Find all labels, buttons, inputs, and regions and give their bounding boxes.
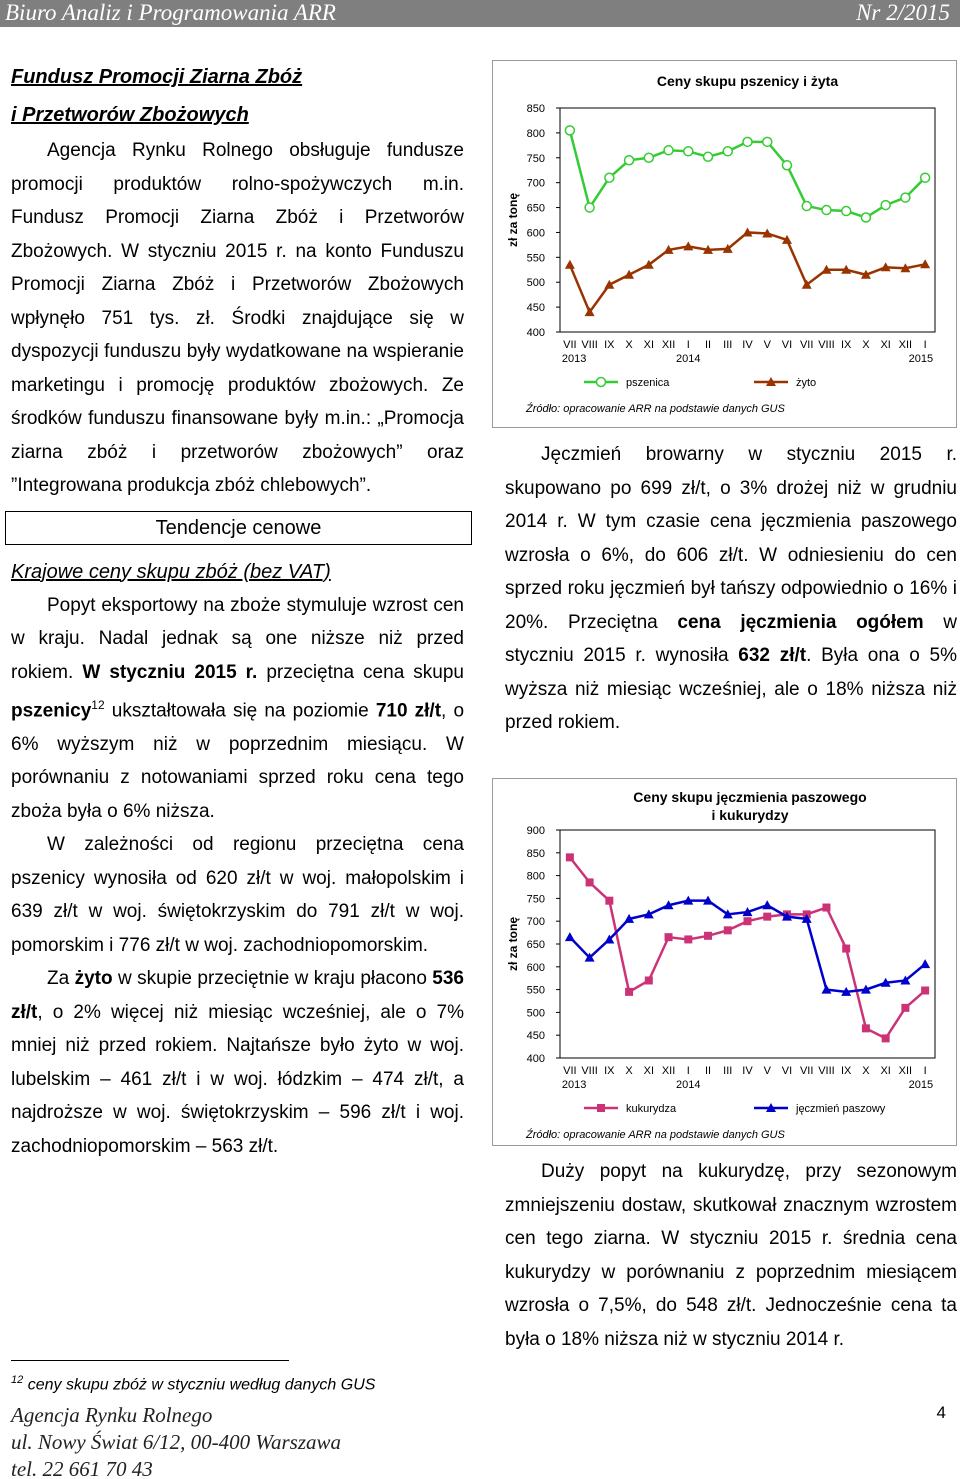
x-tick-label: VIII [818,339,835,351]
x-tick-label: IX [604,339,615,351]
barley-text-block [505,438,957,740]
header-issue-number: Nr 2/2015 [856,0,950,25]
y-tick-label: 550 [526,984,545,997]
y-tick-label: 850 [526,103,545,115]
footer-agency: Agencja Rynku Rolnego [11,1403,213,1427]
x-tick-label: X [862,1065,870,1077]
x-tick-label: VII [563,1065,577,1077]
x-tick-label: IX [840,1065,852,1077]
data-point [625,156,634,165]
x-tick-label: IV [742,1065,753,1077]
data-point [665,933,673,941]
data-point [724,926,732,934]
y-tick-label: 400 [526,327,545,339]
x-tick-label: VIII [818,1065,835,1077]
legend-marker [597,1104,605,1112]
x-tick-label: X [625,339,633,351]
data-point [782,161,791,170]
section-title-box: Tendencje cenowe [5,511,472,545]
x-tick-label: II [704,1065,712,1077]
y-tick-label: 700 [526,916,545,929]
data-point [586,878,594,886]
x-tick-label: V [763,339,771,351]
x-tick-label: XI [880,1065,891,1077]
plot-area [560,830,935,1058]
x-tick-label: I [686,1065,690,1077]
footnote: $^{12}$ ceny skupu zbóż w styczniu według danych GUS [11,1374,376,1394]
data-point [704,932,712,940]
chart-title-line1: Ceny skupu jęczmienia paszowego [633,789,867,805]
legend-label: żyto [796,377,817,389]
x-tick-label: VI [781,1065,793,1077]
data-point [901,1004,909,1012]
x-tick-label: IX [840,339,852,351]
footnote-separator [11,1360,289,1361]
y-tick-label: 750 [526,893,545,906]
y-tick-label: 500 [526,1007,545,1020]
data-point [882,1034,890,1042]
y-tick-label: 650 [526,202,545,215]
x-tick-label: III [723,339,733,351]
y-axis-label: zł za tonę [506,192,520,248]
y-tick-label: 400 [526,1053,545,1065]
wheat-paragraph: Popyt eksportowy na zboże stymuluje wzrost cen w kraju. Nadal jednak są one niższe niż przed rokiem. W styczniu 2015 r. przeciętna cena skupu pszenicy$^{12}$ ukształtowała się na poziomie 710 zł/t, o 6% wyższym niż w poprzednim miesiącu. W porównaniu z notowaniami sprzed roku cena tego zboża była o 6% niższa. [11,594,465,822]
x-tick-label: I [686,339,690,351]
data-point [565,126,574,135]
x-tick-label: X [625,1065,633,1077]
x-tick-label: XI [643,1065,655,1077]
page-number: 4 [936,1403,946,1422]
y-tick-label: 800 [526,870,545,883]
chart-title-line2: i kukurydzy [711,807,789,823]
x-tick-label: I [923,1065,927,1077]
data-point [802,202,811,211]
x-tick-label: VIII [581,339,598,351]
x-tick-label: XII [898,1065,913,1077]
wheat-regions-paragraph: W zależności od regionu przeciętna cena pszenicy wynosiła od 620 zł/t w woj. małopolskim i 639 zł/t w woj. świętokrzyskim do 791 zł/t w woj. pomorskim i 776 zł/t w woj. zachodniopomorskim. [11,834,464,956]
x-tick-label: III [723,1065,733,1077]
rye-paragraph: Za żyto w skupie przeciętnie w kraju płacono 536 zł/t, o 2% więcej niż miesiąc wcześniej, ale o 7% mniej niż przed rokiem. Najtańsze było żyto w woj. lubelskim – 461 zł/t i w woj. łódzkim – 474 zł/t, a najdroższe w woj. świętokrzyskim – 596 zł/t i woj. zachodniopomorskim – 563 zł/t. [11,968,464,1157]
barley-paragraph: Jęczmień browarny w styczniu 2015 r. skupowano po 699 zł/t, o 3% drożej niż w grudniu 2014 r. W tym czasie cena jęczmienia paszowego wzrosła o 6%, do 606 zł/t. W odniesieniu do cen sprzed roku jęczmień był tańszy odpowiednio o 16% i 20%. Przeciętna cena jęczmienia ogółem w styczniu 2015 r. wynosiła 632 zł/t. Była ona o 5% wyższa niż miesiąc wcześniej, ale o 18% niższa niż przed rokiem. [505,444,958,733]
data-point [704,152,713,161]
data-point [743,137,752,146]
fund-paragraph: Agencja Rynku Rolnego obsługuje fundusze promocji produktów rolno-spożywczych m.in. Fundusz Promocji Ziarna Zbóż i Przetworów Zbożowych. W styczniu 2015 r. na konto Funduszu Promocji Ziarna Zbóż i Przetworów Zbożowych wpłynęło 751 tys. zł. Środki znajdujące się w dyspozycji funduszu były wydatkowane na wspieranie marketingu i promocję produktów zbożowych. Ze środków funduszu finansowane były m.in.: „Promocja ziarna zbóż i przetworów zbożowych” oraz ”Integrowana produkcja zbóż chlebowych”. [11,140,464,496]
chart-source: Źródło: opracowanie ARR na podstawie danych GUS [526,1129,785,1141]
data-point [921,987,929,995]
corn-paragraph: Duży popyt na kukurydzę, przy sezonowym zmniejszeniu dostaw, skutkował znacznym wzrostem cen tego ziarna. W styczniu 2015 r. średnia cena kukurydzy w porównaniu z poprzednim miesiącem wzrosła o 7,5%, do 548 zł/t. Jednocześnie cena ta była o 18% niższa niż w styczniu 2014 r. [505,1161,957,1350]
data-point [921,173,930,182]
prices-subheading: Krajowe ceny skupu zbóż (bez VAT) [11,560,331,583]
y-tick-label: 850 [526,847,545,860]
x-tick-label: XII [661,1065,676,1077]
x-tick-label: VIII [581,1065,598,1077]
y-tick-label: 500 [526,277,545,290]
data-point [842,945,850,953]
data-point [862,1024,870,1032]
data-point [901,193,910,202]
data-point [605,173,614,182]
x-tick-label: XI [880,339,891,351]
y-tick-label: 750 [526,152,545,165]
corn-text-block [505,1155,957,1356]
x-tick-label: XII [898,339,913,351]
legend-label: pszenica [626,377,670,389]
legend-label: jęczmień paszowy [796,1103,886,1115]
legend-label: kukurydza [626,1103,677,1115]
x-tick-label: X [862,339,870,351]
y-tick-label: 700 [526,177,545,190]
y-tick-label: 450 [526,302,545,315]
data-point [664,146,673,155]
data-point [822,206,831,215]
x-tick-label: VII [799,339,814,351]
data-point [684,935,692,943]
footer-phone: tel. 22 661 70 43 [11,1457,153,1479]
data-point [842,207,851,216]
page-footer [11,1402,341,1479]
data-point [625,988,633,996]
y-tick-label: 650 [526,939,545,951]
left-column [11,58,464,1163]
x-tick-label: IV [742,339,753,351]
y-tick-label: 600 [526,227,545,240]
y-tick-label: 600 [526,961,545,974]
legend-marker [597,378,606,387]
wheat-rye-chart [492,60,957,428]
fund-heading-line2: i Przetworów Zbożowych [11,104,249,126]
year-label: 2013 [561,353,587,365]
x-tick-label: V [763,1065,771,1077]
y-tick-label: 450 [526,1030,545,1043]
x-tick-label: XI [643,339,655,351]
year-label: 2014 [676,1079,701,1091]
data-point [861,213,870,222]
header-publisher: Biuro Analiz i Programowania ARR [5,0,336,25]
year-label: 2013 [561,1079,587,1091]
y-tick-label: 900 [526,825,545,837]
fund-heading-line1: Fundusz Promocji Ziarna Zbóż [11,66,303,88]
x-tick-label: II [704,339,712,351]
y-tick-label: 800 [526,127,545,140]
data-point [723,147,732,156]
page-header [0,0,960,27]
data-point [763,913,771,921]
year-label: 2014 [676,353,701,365]
x-tick-label: IX [604,1065,615,1077]
year-label: 2015 [908,353,934,365]
data-point [605,897,613,905]
x-tick-label: I [923,339,927,351]
x-tick-label: VI [781,339,793,351]
x-tick-label: VII [563,339,577,351]
barley-corn-chart [492,778,957,1146]
year-label: 2015 [908,1079,934,1091]
chart-title: Ceny skupu pszenicy i żyta [656,73,839,89]
y-axis-label: zł za tonę [506,916,520,972]
data-point [881,201,890,210]
data-point [744,917,752,925]
data-point [822,904,830,912]
data-point [645,976,653,984]
y-tick-label: 550 [526,252,545,265]
chart-source: Źródło: opracowanie ARR na podstawie danych GUS [526,403,785,415]
footer-address: ul. Nowy Świat 6/12, 00-400 Warszawa [11,1430,342,1454]
x-tick-label: XII [661,339,676,351]
x-tick-label: VII [799,1065,814,1077]
data-point [684,147,693,156]
data-point [585,203,594,212]
data-point [763,137,772,146]
data-point [566,853,574,861]
data-point [644,153,653,162]
